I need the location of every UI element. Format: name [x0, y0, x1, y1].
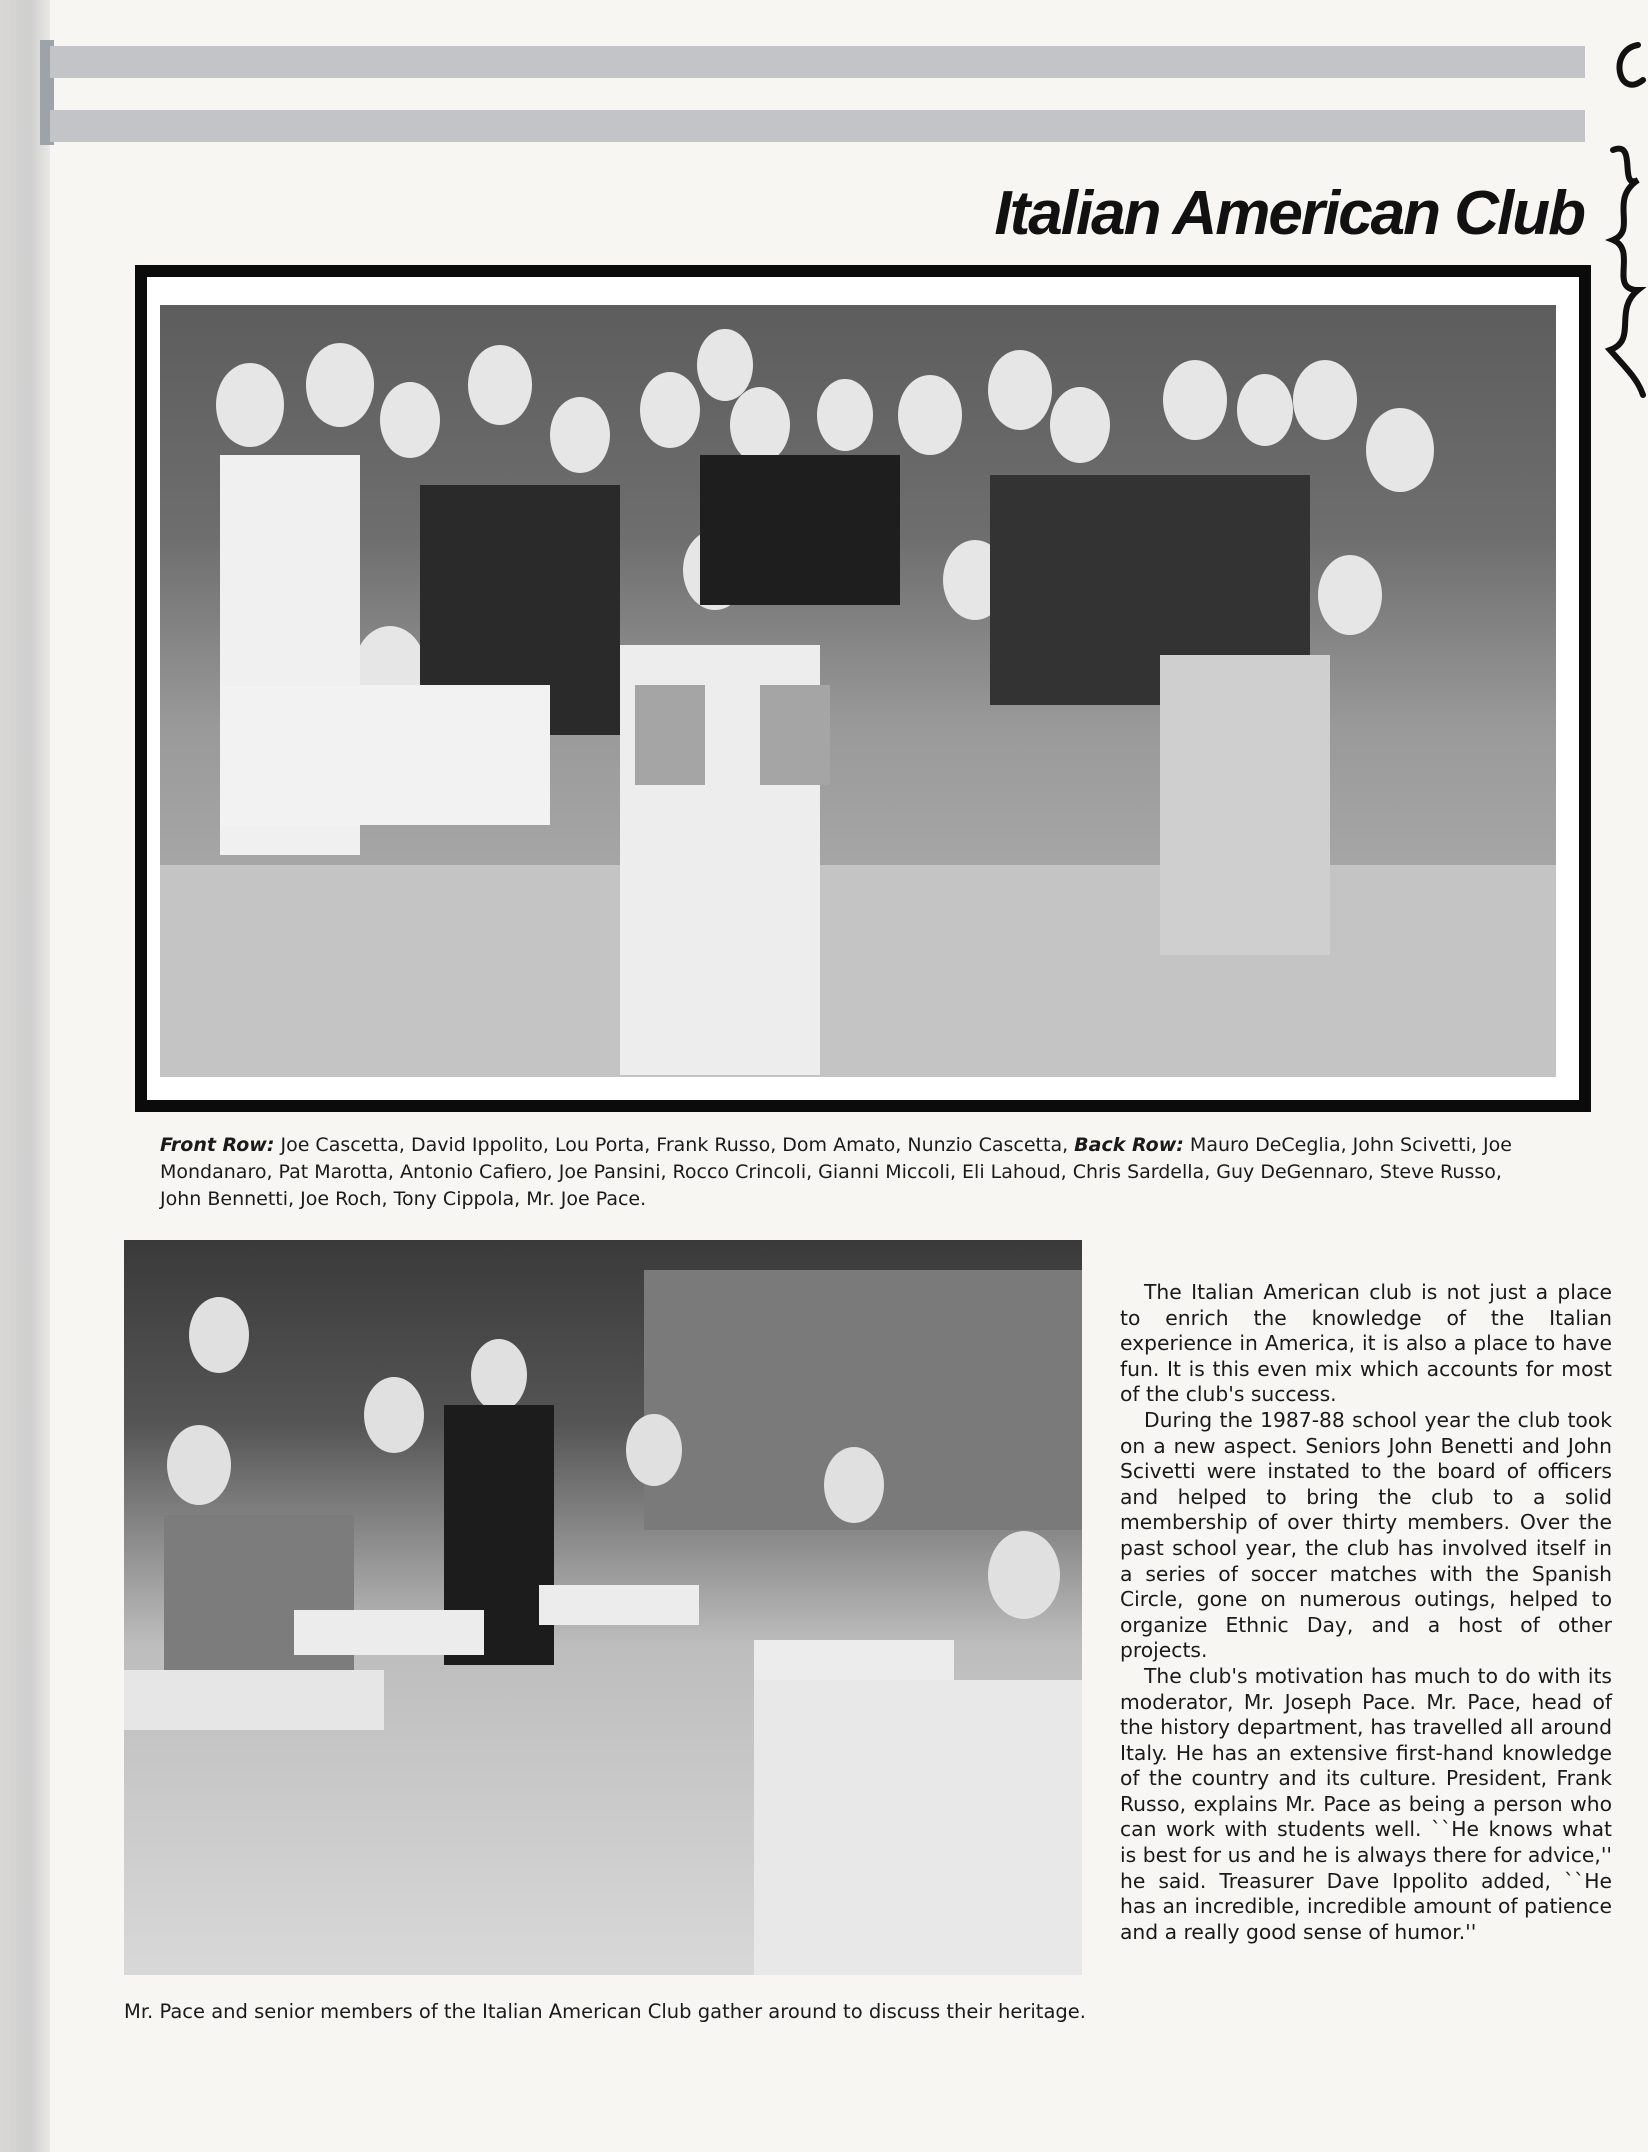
section-script-lettering — [1598, 40, 1648, 400]
group-photo-caption — [160, 1132, 1530, 1213]
back-row-label: Back Row: — [1074, 1134, 1184, 1156]
body-paragraph: During the 1987-88 school year the club took on a new aspect. Seniors John Benetti and John Scivetti were instated to the board of officers and helped to bring the club to a solid membership of over thirty members. Over the past school year, the club has involved itself in a series of soccer matches with the Spanish Circle, gone on numerous outings, helped to organize Ethnic Day, and a host of other projects. — [1120, 1407, 1612, 1663]
back-row-names: Mauro DeCeglia, John Scivetti, Joe Mondanaro, Pat Marotta, Antonio Cafiero, Joe Pansini, Rocco Crincoli, Gianni Miccoli, Eli Lahoud, Chris Sardella, Guy DeGennaro, Steve Russo, John Bennetti, Joe Roch, Tony Cippola, Mr. Joe Pace. — [160, 1134, 1512, 1210]
article-body — [1120, 1280, 1612, 1945]
body-paragraph: The club's motivation has much to do with its moderator, Mr. Joseph Pace. Mr. Pace, head of the history department, has travelled all around Italy. He has an extensive first-hand knowledge of the country and its culture. President, Frank Russo, explains Mr. Pace as being a person who can work with students well. ``He knows what is best for us and he is always there for advice,'' he said. Treasurer Dave Ippolito added, ``He has an incredible, incredible amount of patience and a really good sense of humor.'' — [1120, 1663, 1612, 1944]
group-photo — [160, 305, 1556, 1077]
header-stripe-top — [50, 46, 1585, 78]
page-title: Italian American Club — [994, 179, 1584, 248]
body-paragraph: The Italian American club is not just a place to enrich the knowledge of the Italian experience in America, it is also a place to have fun. It is this even mix which accounts for most of the club's success. — [1120, 1280, 1612, 1407]
header-stripe-bottom — [50, 110, 1585, 142]
front-row-label: Front Row: — [160, 1134, 275, 1156]
classroom-photo — [124, 1240, 1082, 1975]
front-row-names: Joe Cascetta, David Ippolito, Lou Porta, Frank Russo, Dom Amato, Nunzio Cascetta, — [274, 1134, 1075, 1156]
classroom-photo-caption: Mr. Pace and senior members of the Italian American Club gather around to discuss their heritage. — [124, 2000, 1086, 2023]
page-edge — [0, 0, 50, 2152]
